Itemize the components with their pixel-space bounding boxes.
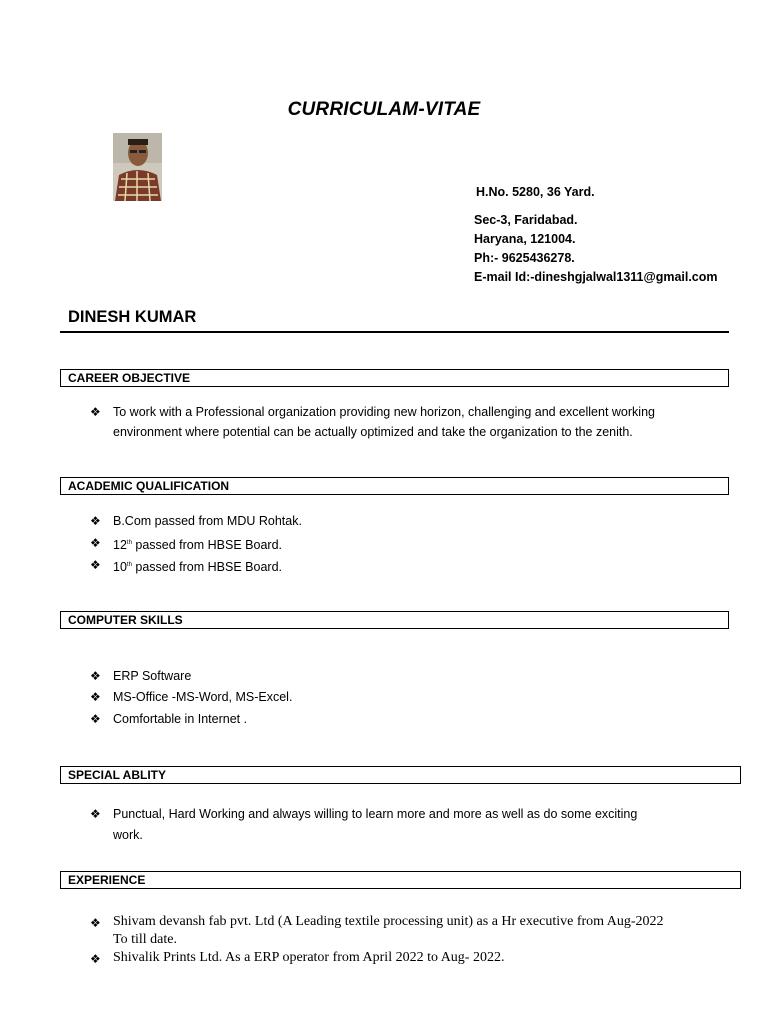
profile-photo: [113, 133, 162, 201]
list-item-text: Comfortable in Internet .: [113, 712, 248, 726]
bullet-icon: ❖: [90, 514, 101, 528]
section-heading: SPECIAL ABLITY: [68, 768, 167, 782]
list-item-text: Shivam devansh fab pvt. Ltd (A Leading textile processing unit) as a Hr executive from Aug-2022: [113, 914, 664, 929]
bullet-icon: ❖: [90, 536, 101, 550]
section-heading: ACADEMIC QUALIFICATION: [68, 479, 230, 493]
address-line: H.No. 5280, 36 Yard.: [476, 185, 595, 199]
profile-photo-icon: [113, 133, 162, 201]
section-heading: EXPERIENCE: [68, 873, 146, 887]
section-header-career-objective: [60, 369, 729, 387]
phone-line: Ph:- 9625436278.: [474, 251, 575, 265]
list-item-text: 12th passed from HBSE Board.: [113, 538, 282, 552]
bullet-icon: ❖: [90, 807, 101, 821]
bullet-icon: ❖: [90, 405, 101, 419]
list-item-text: Shivalik Prints Ltd. As a ERP operator from April 2022 to Aug- 2022.: [113, 950, 505, 965]
list-item-text: ERP Software: [113, 669, 192, 683]
list-item-continuation: To till date.: [113, 932, 177, 947]
address-line: Haryana, 121004.: [474, 232, 576, 246]
bullet-icon: ❖: [90, 712, 101, 726]
section-heading: CAREER OBJECTIVE: [68, 371, 191, 385]
bullet-icon: ❖: [90, 916, 101, 930]
email-line: E-mail Id:-dineshgjalwal1311@gmail.com: [474, 270, 718, 284]
bullet-icon: ❖: [90, 669, 101, 683]
list-item-text: 10th passed from HBSE Board.: [113, 560, 282, 574]
section-heading: COMPUTER SKILLS: [68, 613, 183, 627]
address-line: Sec-3, Faridabad.: [474, 213, 578, 227]
bullet-icon: ❖: [90, 952, 101, 966]
list-item-text: Punctual, Hard Working and always willing to learn more and more as well as do some exciting: [113, 807, 638, 821]
list-item-text: B.Com passed from MDU Rohtak.: [113, 514, 302, 528]
section-header-computer-skills: [60, 611, 729, 629]
list-item-text: To work with a Professional organization providing new horizon, challenging and excellent working: [113, 405, 655, 419]
candidate-name: DINESH KUMAR: [68, 308, 197, 326]
list-item-continuation: environment where potential can be actually optimized and take the organization to the zenith.: [113, 425, 633, 439]
bullet-icon: ❖: [90, 558, 101, 572]
bullet-icon: ❖: [90, 690, 101, 704]
name-divider: [60, 331, 729, 333]
list-item-text: MS-Office -MS-Word, MS-Excel.: [113, 690, 293, 704]
list-item-continuation: work.: [113, 828, 143, 842]
section-header-special-ability: [60, 766, 741, 784]
document-title: CURRICULAM-VITAE: [287, 99, 481, 120]
section-header-academic-qualification: [60, 477, 729, 495]
section-header-experience: [60, 871, 741, 889]
